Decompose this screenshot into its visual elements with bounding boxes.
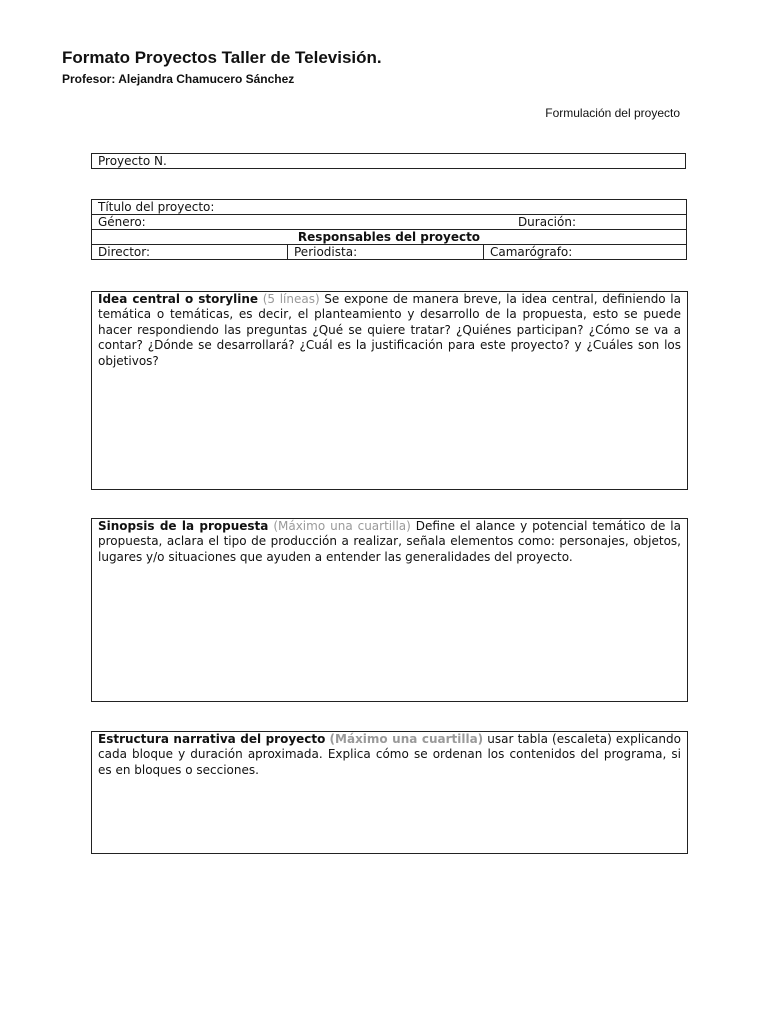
sinopsis-text: Define el alance y potencial temático de la propuesta, aclara el tipo de producción a realizar, señala elementos como: personajes, objetos, lugares y/o situaciones que ayuden a entender las generalidades del proyecto. — [98, 519, 681, 564]
director-label: Director: — [98, 245, 151, 259]
camarografo-label: Camarógrafo: — [490, 245, 573, 259]
periodista-label: Periodista: — [294, 245, 358, 259]
genre-duration-field[interactable] — [92, 215, 687, 230]
director-field[interactable] — [92, 245, 288, 260]
estructura-text: usar tabla (escaleta) explicando cada bloque y duración aproximada. Explica cómo se ordenan los contenidos del programa, si es en bloques o secciones. — [98, 732, 681, 777]
section-label: Formulación del proyecto — [545, 106, 680, 120]
estructura-note: (Máximo una cuartilla) — [329, 732, 484, 746]
idea-note: (5 líneas) — [262, 292, 320, 306]
idea-central-box[interactable] — [91, 291, 688, 490]
sinopsis-note: (Máximo una cuartilla) — [273, 519, 411, 533]
title-label: Título del proyecto: — [98, 200, 215, 214]
idea-text: Se expone de manera breve, la idea central, definiendo la temática o temáticas, es decir, el planteamiento y desarrollo de la propuesta, esto se puede hacer respondiendo las preguntas ¿Qué se quiere tratar? ¿Quiénes participan? ¿Cómo se va a contar? ¿Dónde se desarrollará? ¿Cuál es la justificación para este proyecto? y ¿Cuáles son los objetivos? — [98, 292, 681, 368]
genre-label: Género: — [98, 215, 146, 229]
camarografo-field[interactable] — [484, 245, 687, 260]
project-number-label: Proyecto N. — [98, 154, 167, 168]
table-row — [92, 245, 687, 260]
responsables-heading: Responsables del proyecto — [92, 230, 687, 245]
title-field[interactable] — [92, 200, 687, 215]
project-info-table — [91, 199, 687, 260]
professor-name: Profesor: Alejandra Chamucero Sánchez — [62, 72, 295, 86]
periodista-field[interactable] — [288, 245, 484, 260]
estructura-heading: Estructura narrativa del proyecto — [98, 732, 326, 746]
table-row — [92, 230, 687, 245]
project-number-field[interactable] — [91, 153, 686, 169]
sinopsis-heading: Sinopsis de la propuesta — [98, 519, 269, 533]
sinopsis-box[interactable] — [91, 518, 688, 702]
duration-label: Duración: — [517, 215, 576, 229]
idea-heading: Idea central o storyline — [98, 292, 259, 306]
table-row — [92, 200, 687, 215]
document-title: Formato Proyectos Taller de Televisión. — [62, 48, 382, 67]
table-row — [92, 215, 687, 230]
estructura-box[interactable] — [91, 731, 688, 854]
